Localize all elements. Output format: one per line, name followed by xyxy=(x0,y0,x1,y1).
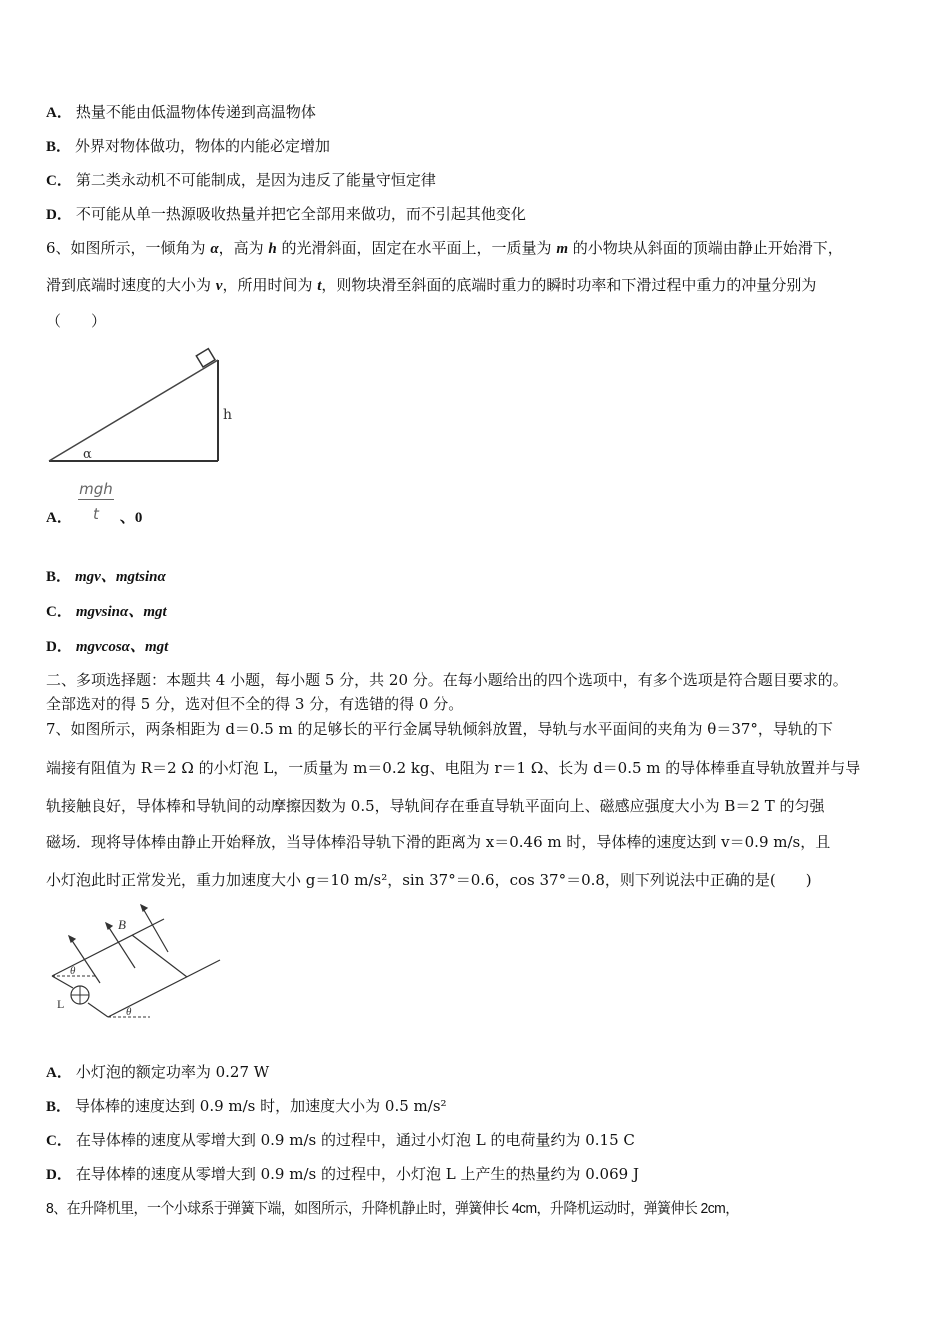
option-text: 第二类永动机不可能制成，是因为违反了能量守恒定律 xyxy=(75,171,436,189)
option-label: C． xyxy=(46,1133,72,1149)
option-text: 热量不能由低温物体传递到高温物体 xyxy=(75,103,316,121)
option-label: D． xyxy=(46,639,72,655)
option-label: C． xyxy=(46,173,72,189)
fraction-numerator: mgh xyxy=(79,480,113,498)
var-t: t xyxy=(317,278,322,294)
q6-option-a xyxy=(46,507,142,528)
q7-stem-line3: 轨接触良好，导体棒和导轨间的动摩擦因数为 0.5，导轨间存在垂直导轨平面向上、磁感应强度大小为 B＝2 T 的匀强 xyxy=(46,797,825,815)
angle-label-bottom: θ xyxy=(126,1006,132,1018)
stem-text: ，所用时间为 xyxy=(222,276,318,294)
option-label: B． xyxy=(46,139,72,155)
lamp-label: L xyxy=(57,997,65,1011)
option-text: mgvsinα、mgt xyxy=(75,604,167,620)
q7-stem-line1: 7、如图所示，两条相距为 d＝0.5 m 的足够长的平行金属导轨倾斜放置，导轨与水平面间的夹角为 θ＝37°，导轨的下 xyxy=(46,720,833,738)
q7-option-c xyxy=(46,1130,635,1151)
option-text: 在导体棒的速度从零增大到 0.9 m/s 的过程中，小灯泡 L 上产生的热量约为 0.069 J xyxy=(75,1165,639,1183)
q8-stem-line1: 8、在升降机里，一个小球系于弹簧下端，如图所示，升降机静止时，弹簧伸长 4cm，升降机运动时，弹簧伸长 2cm， xyxy=(46,1200,739,1217)
option-text: 小灯泡的额定功率为 0.27 W xyxy=(75,1063,270,1081)
option-text: mgvcosα、mgt xyxy=(75,639,169,655)
height-label: h xyxy=(223,407,233,423)
q7-stem-line4: 磁场．现将导体棒由静止开始释放，当导体棒沿导轨下滑的距离为 x＝0.46 m 时，导体棒的速度达到 v＝0.9 m/s，且 xyxy=(46,833,831,851)
stem-text: ，则物块滑至斜面的底端时重力的瞬时功率和下滑过程中重力的冲量分别为 xyxy=(321,276,817,294)
stem-text: 的小物块从斜面的顶端由静止开始滑下， xyxy=(567,239,843,257)
option-label: C． xyxy=(46,604,72,620)
q7-option-d xyxy=(46,1164,639,1185)
angle-label-top: θ xyxy=(70,965,76,977)
stem-text: 如图所示，一倾角为 xyxy=(70,239,211,257)
q5-option-d xyxy=(46,204,526,225)
option-label: A． xyxy=(46,510,72,526)
stem-text: 的光滑斜面，固定在水平面上，一质量为 xyxy=(276,239,557,257)
q6-option-c xyxy=(46,601,167,622)
q7-stem-line2: 端接有阻值为 R＝2 Ω 的小灯泡 L，一质量为 m＝0.2 kg、电阻为 r＝1 Ω、长为 d＝0.5 m 的导体棒垂直导轨放置并与导 xyxy=(46,759,861,777)
field-label: B xyxy=(118,917,126,932)
option-label: D． xyxy=(46,207,72,223)
stem-text: 滑到底端时速度的大小为 xyxy=(46,276,216,294)
option-label: B． xyxy=(46,1099,72,1115)
incline-figure xyxy=(40,340,250,470)
rails-figure xyxy=(40,895,230,1025)
option-label: B． xyxy=(46,569,72,585)
question-number: 6、 xyxy=(46,239,71,257)
q6-option-d xyxy=(46,636,168,657)
q6-answer-blank: （ ） xyxy=(46,312,107,330)
q6-stem-line2 xyxy=(46,275,816,296)
q7-option-b xyxy=(46,1096,447,1117)
section2-header-line2: 全部选对的得 5 分，选对但不全的得 3 分，有选错的得 0 分。 xyxy=(46,695,464,713)
q5-option-c xyxy=(46,170,436,191)
q7-stem-line5: 小灯泡此时正常发光，重力加速度大小 g＝10 m/s²，sin 37°＝0.6，cos 37°＝0.8，则下列说法中正确的是( ) xyxy=(46,871,812,889)
stem-text: ，高为 xyxy=(218,239,269,257)
var-alpha: α xyxy=(210,241,219,257)
fraction-denominator: t xyxy=(93,505,99,523)
option-text: 导体棒的速度达到 0.9 m/s 时，加速度大小为 0.5 m/s² xyxy=(75,1097,447,1115)
q6-option-b xyxy=(46,566,166,587)
option-text: 、0 xyxy=(119,510,143,526)
angle-label: α xyxy=(83,447,92,462)
option-text: mgv、mgtsinα xyxy=(75,569,166,585)
q5-option-a xyxy=(46,102,316,123)
option-label: D． xyxy=(46,1167,72,1183)
option-label: A． xyxy=(46,1065,72,1081)
var-h: h xyxy=(268,241,277,257)
q7-option-a xyxy=(46,1062,269,1083)
q6-stem-line1 xyxy=(46,238,843,259)
var-m: m xyxy=(556,241,568,257)
option-label: A． xyxy=(46,105,72,121)
section2-header-line1: 二、多项选择题：本题共 4 小题，每小题 5 分，共 20 分。在每小题给出的四个选项中，有多个选项是符合题目要求的。 xyxy=(46,671,848,689)
q5-option-b xyxy=(46,136,330,157)
var-v: v xyxy=(215,278,223,294)
option-text: 不可能从单一热源吸收热量并把它全部用来做功，而不引起其他变化 xyxy=(75,205,526,223)
option-text: 外界对物体做功，物体的内能必定增加 xyxy=(75,137,331,155)
option-text: 在导体棒的速度从零增大到 0.9 m/s 的过程中，通过小灯泡 L 的电荷量约为 0.15 C xyxy=(75,1131,635,1149)
